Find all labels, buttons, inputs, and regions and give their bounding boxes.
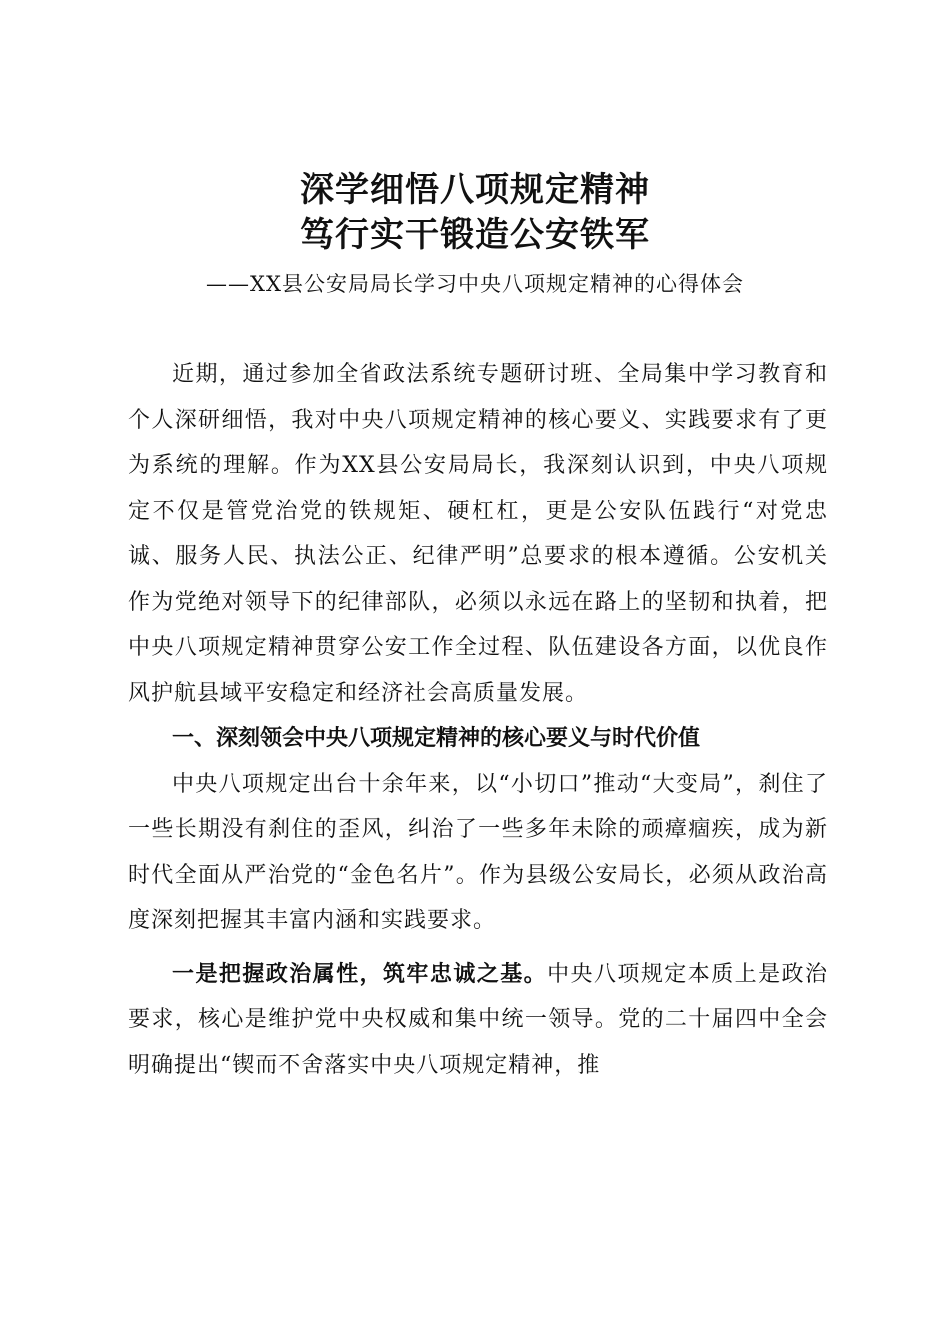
document-body	[128, 352, 828, 1088]
point-1-text: 中央八项规定本质上是政治要求，核心是维护党中央权威和集中统一领导。党的二十届四中全会明确提出“锲而不舍落实中央八项规定精神，推	[128, 961, 828, 1078]
point-1-paragraph	[128, 952, 828, 1089]
section-1-heading: 一、深刻领会中央八项规定精神的核心要义与时代价值	[172, 726, 701, 751]
paragraph-gap	[128, 944, 828, 952]
section-1-paragraph: 中央八项规定出台十余年来，以“小切口”推动“大变局”，刹住了一些长期没有刹住的歪风，纠治了一些多年未除的顽瘴痼疾，成为新时代全面从严治党的“金色名片”。作为县级公安局长，必须从政治高度深刻把握其丰富内涵和实践要求。	[128, 771, 828, 933]
point-1-lead: 一是把握政治属性，筑牢忠诚之基。	[172, 961, 548, 987]
subtitle: ——XX县公安局局长学习中央八项规定精神的心得体会	[206, 272, 744, 296]
intro-paragraph: 近期，通过参加全省政法系统专题研讨班、全局集中学习教育和个人深研细悟，我对中央八项规定精神的核心要义、实践要求有了更为系统的理解。作为XX县公安局局长，我深刻认识到，中央八项规定不仅是管党治党的铁规矩、硬杠杠，更是公安队伍践行“对党忠诚、服务人民、执法公正、纪律严明”总要求的根本遵循。公安机关作为党绝对领导下的纪律部队，必须以永远在路上的坚韧和执着，把中央八项规定精神贯穿公安工作全过程、队伍建设各方面，以优良作风护航县域平安稳定和经济社会高质量发展。	[128, 362, 828, 706]
title-line-2: 笃行实干锻造公安铁军	[300, 215, 650, 255]
title-line-1: 深学细悟八项规定精神	[300, 170, 650, 210]
